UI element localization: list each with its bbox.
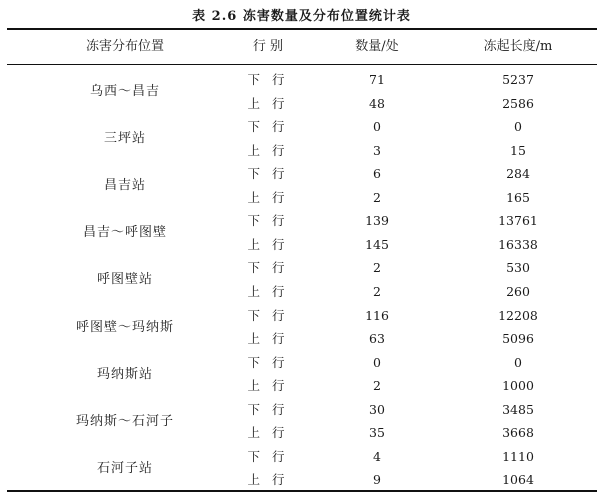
length-cell: 3485 (502, 401, 534, 417)
location-cell: 呼图壁站 (96, 272, 153, 288)
count-cell: 0 (373, 119, 381, 135)
table-row-group (0, 162, 603, 209)
table-row (0, 162, 603, 185)
table-row (0, 115, 603, 138)
direction-cell: 下 行 (247, 166, 289, 182)
count-cell: 2 (373, 189, 381, 205)
count-cell: 116 (365, 307, 389, 323)
table-row (0, 398, 603, 421)
length-cell: 16338 (498, 236, 538, 252)
length-cell: 1110 (502, 448, 534, 464)
length-cell: 284 (506, 166, 530, 182)
table-row (0, 92, 603, 115)
length-cell: 165 (506, 189, 530, 205)
length-cell: 5096 (502, 331, 534, 346)
length-cell: 1000 (502, 378, 534, 394)
table-row (0, 468, 603, 491)
location-cell: 玛纳斯～石河子 (75, 413, 174, 429)
header-length: 冻起长度/m (483, 39, 553, 54)
table-row-group (0, 256, 603, 303)
table-row (0, 186, 603, 209)
table-row (0, 139, 603, 162)
direction-cell: 上 行 (247, 331, 289, 346)
location-cell: 昌吉站 (103, 178, 146, 194)
direction-cell: 上 行 (247, 189, 289, 205)
count-cell: 2 (373, 283, 381, 299)
length-cell: 0 (514, 119, 522, 135)
direction-cell: 下 行 (247, 72, 289, 87)
direction-cell: 下 行 (247, 260, 289, 276)
length-cell: 1064 (502, 472, 534, 488)
header-count: 数量/处 (355, 39, 399, 54)
table-row-group (0, 351, 603, 398)
table-row-group (0, 209, 603, 256)
table-row (0, 421, 603, 444)
table-row (0, 256, 603, 279)
direction-cell: 上 行 (247, 378, 289, 394)
table-row (0, 233, 603, 256)
table-row (0, 327, 603, 350)
direction-cell: 下 行 (247, 307, 289, 323)
count-cell: 139 (365, 213, 389, 229)
table-bottom-rule (7, 490, 597, 492)
direction-cell: 上 行 (247, 283, 289, 299)
table-row (0, 351, 603, 374)
length-cell: 15 (510, 142, 526, 158)
length-cell: 3668 (502, 425, 534, 441)
table-row (0, 209, 603, 232)
direction-cell: 上 行 (247, 236, 289, 252)
location-cell: 石河子站 (96, 460, 153, 476)
location-cell: 乌西～昌吉 (89, 84, 160, 99)
length-cell: 5237 (502, 72, 534, 87)
count-cell: 6 (373, 166, 381, 182)
count-cell: 63 (369, 331, 385, 346)
direction-cell: 下 行 (247, 213, 289, 229)
direction-cell: 上 行 (247, 95, 289, 111)
location-cell: 昌吉～呼图壁 (82, 225, 167, 241)
count-cell: 9 (373, 472, 381, 488)
header-direction: 行 别 (252, 39, 284, 54)
table-caption: 表 2.6 冻害数量及分布位置统计表 (192, 9, 411, 24)
table-row-group (0, 445, 603, 492)
count-cell: 35 (369, 425, 385, 441)
table-row (0, 445, 603, 468)
table-row-group (0, 398, 603, 445)
location-cell: 呼图壁～玛纳斯 (75, 319, 174, 335)
length-cell: 260 (506, 283, 530, 299)
count-cell: 2 (373, 260, 381, 276)
direction-cell: 下 行 (247, 448, 289, 464)
table-row (0, 68, 603, 91)
direction-cell: 上 行 (247, 142, 289, 158)
direction-cell: 下 行 (247, 354, 289, 370)
table-header-rule (7, 64, 597, 65)
count-cell: 48 (369, 95, 385, 111)
table-row-group (0, 304, 603, 351)
count-cell: 0 (373, 354, 381, 370)
count-cell: 3 (373, 142, 381, 158)
length-cell: 530 (506, 260, 530, 276)
length-cell: 0 (514, 354, 522, 370)
location-cell: 三坪站 (103, 131, 146, 147)
count-cell: 71 (369, 72, 385, 87)
count-cell: 30 (369, 401, 385, 417)
length-cell: 13761 (498, 213, 538, 229)
direction-cell: 上 行 (247, 472, 289, 488)
header-location: 冻害分布位置 (85, 39, 164, 54)
count-cell: 145 (365, 236, 389, 252)
length-cell: 12208 (498, 307, 538, 323)
table-row (0, 374, 603, 397)
table-row-group (0, 68, 603, 115)
location-cell: 玛纳斯站 (96, 366, 153, 382)
table-row-group (0, 115, 603, 162)
table-top-rule (7, 28, 597, 30)
direction-cell: 上 行 (247, 425, 289, 441)
direction-cell: 下 行 (247, 401, 289, 417)
count-cell: 4 (373, 448, 381, 464)
table-row (0, 280, 603, 303)
direction-cell: 下 行 (247, 119, 289, 135)
length-cell: 2586 (502, 95, 534, 111)
table-row (0, 304, 603, 327)
count-cell: 2 (373, 378, 381, 394)
